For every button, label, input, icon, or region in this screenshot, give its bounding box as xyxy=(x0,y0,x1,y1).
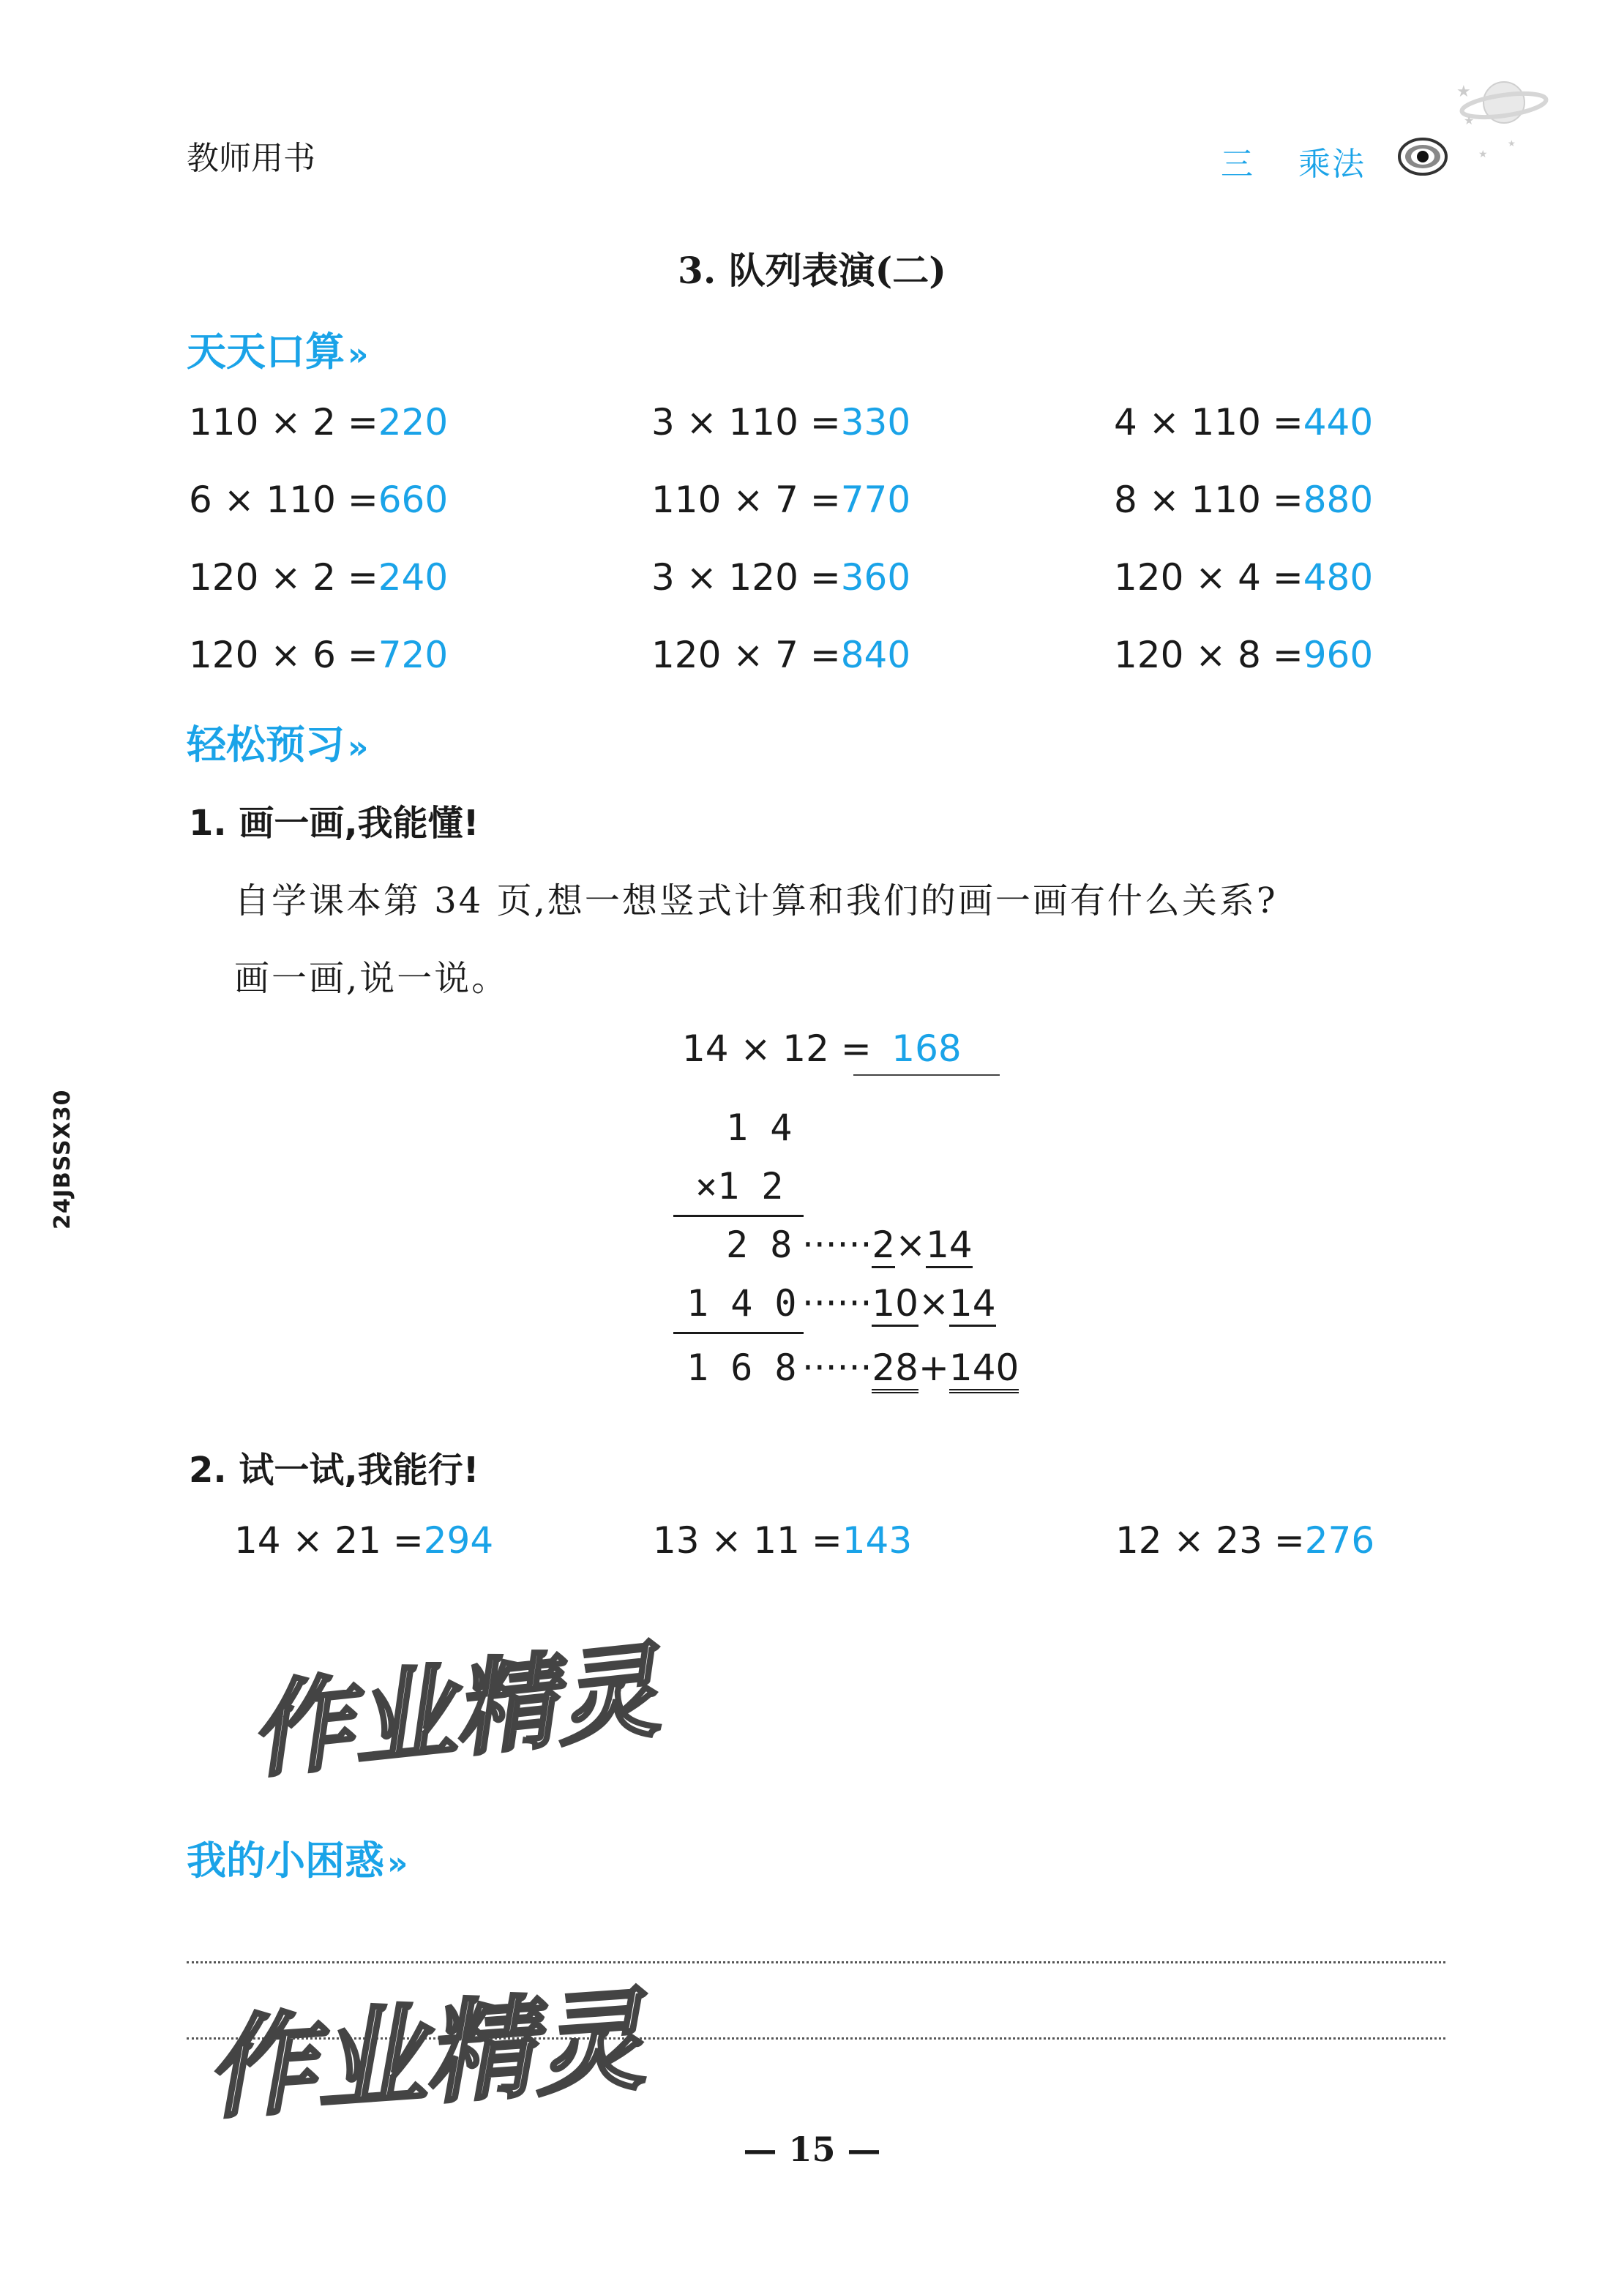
writing-line[interactable] xyxy=(187,1961,1445,1963)
mental-item: 6 × 110 =660 xyxy=(189,479,449,521)
annotation-2: ······10×14 xyxy=(802,1282,996,1325)
section-preview xyxy=(187,714,368,770)
answer-underline xyxy=(853,1074,1000,1076)
vertical-row-product: 1 6 8 xyxy=(686,1347,797,1389)
watermark-logo xyxy=(198,1976,651,2135)
page-number: — 15 — xyxy=(743,2130,881,2169)
double-arrow-icon: » xyxy=(348,729,369,766)
svg-text:作业精灵: 作业精灵 xyxy=(201,1977,648,2135)
section-confusion-label: 我的小困惑 xyxy=(187,1838,384,1884)
page-title: 3. 队列表演(二) xyxy=(678,249,946,292)
question-1-text: 自学课本第 34 页,想一想竖式计算和我们的画一画有什么关系? xyxy=(234,880,1278,921)
vertical-divider-1 xyxy=(673,1215,804,1217)
question-2-item: 14 × 21 =294 xyxy=(234,1519,494,1562)
planet-icon xyxy=(1434,73,1559,161)
question-2-item: 13 × 11 =143 xyxy=(653,1519,913,1562)
svg-text:★: ★ xyxy=(1456,83,1471,101)
section-mental-math xyxy=(187,321,368,377)
mental-item: 3 × 110 =330 xyxy=(651,401,911,443)
mental-item: 110 × 2 =220 xyxy=(189,401,449,443)
header-chapter xyxy=(1221,138,1366,184)
side-code: 24JBSSX30 xyxy=(50,1089,75,1229)
mental-item: 120 × 2 =240 xyxy=(189,556,449,599)
chapter-number: 三 xyxy=(1221,146,1254,183)
mental-item: 120 × 8 =960 xyxy=(1114,634,1374,676)
mental-item: 3 × 120 =360 xyxy=(651,556,911,599)
vertical-row-partial-1: 2 8 xyxy=(726,1224,793,1266)
mental-item: 8 × 110 =880 xyxy=(1114,479,1374,521)
question-2-heading: 2. 试一试,我能行! xyxy=(189,1450,479,1491)
double-arrow-icon: » xyxy=(348,336,369,373)
mental-item: 4 × 110 =440 xyxy=(1114,401,1374,443)
double-arrow-icon: » xyxy=(387,1845,408,1882)
question-1-equation: 14 × 12 = xyxy=(682,1027,872,1070)
svg-text:★: ★ xyxy=(1508,138,1516,149)
watermark-logo xyxy=(242,1631,665,1793)
vertical-row-partial-2: 1 4 0 xyxy=(686,1282,797,1325)
header-book-label: 教师用书 xyxy=(187,140,315,177)
section-confusion xyxy=(187,1830,408,1886)
section-mental-math-label: 天天口算 xyxy=(187,329,345,375)
vertical-row-multiplicand: 1 4 xyxy=(726,1106,793,1149)
section-preview-label: 轻松预习 xyxy=(187,722,345,768)
annotation-1: ······2×14 xyxy=(802,1224,973,1266)
svg-text:★: ★ xyxy=(1464,113,1475,127)
svg-text:作业精灵: 作业精灵 xyxy=(244,1631,665,1793)
vertical-divider-2 xyxy=(673,1332,804,1334)
question-1-instruction: 画一画,说一说。 xyxy=(234,958,509,999)
mental-item: 110 × 7 =770 xyxy=(651,479,911,521)
mental-item: 120 × 4 =480 xyxy=(1114,556,1374,599)
chapter-title: 乘法 xyxy=(1298,146,1366,183)
question-1-heading: 1. 画一画,我能懂! xyxy=(189,803,479,844)
question-2-item: 12 × 23 =276 xyxy=(1115,1519,1375,1562)
question-1-answer: 168 xyxy=(891,1027,962,1070)
svg-text:★: ★ xyxy=(1478,149,1488,160)
mental-item: 120 × 7 =840 xyxy=(651,634,911,676)
mental-item: 120 × 6 =720 xyxy=(189,634,449,676)
vertical-row-multiplier: ×1 2 xyxy=(695,1165,784,1207)
annotation-3: ······28+140 xyxy=(802,1347,1019,1389)
